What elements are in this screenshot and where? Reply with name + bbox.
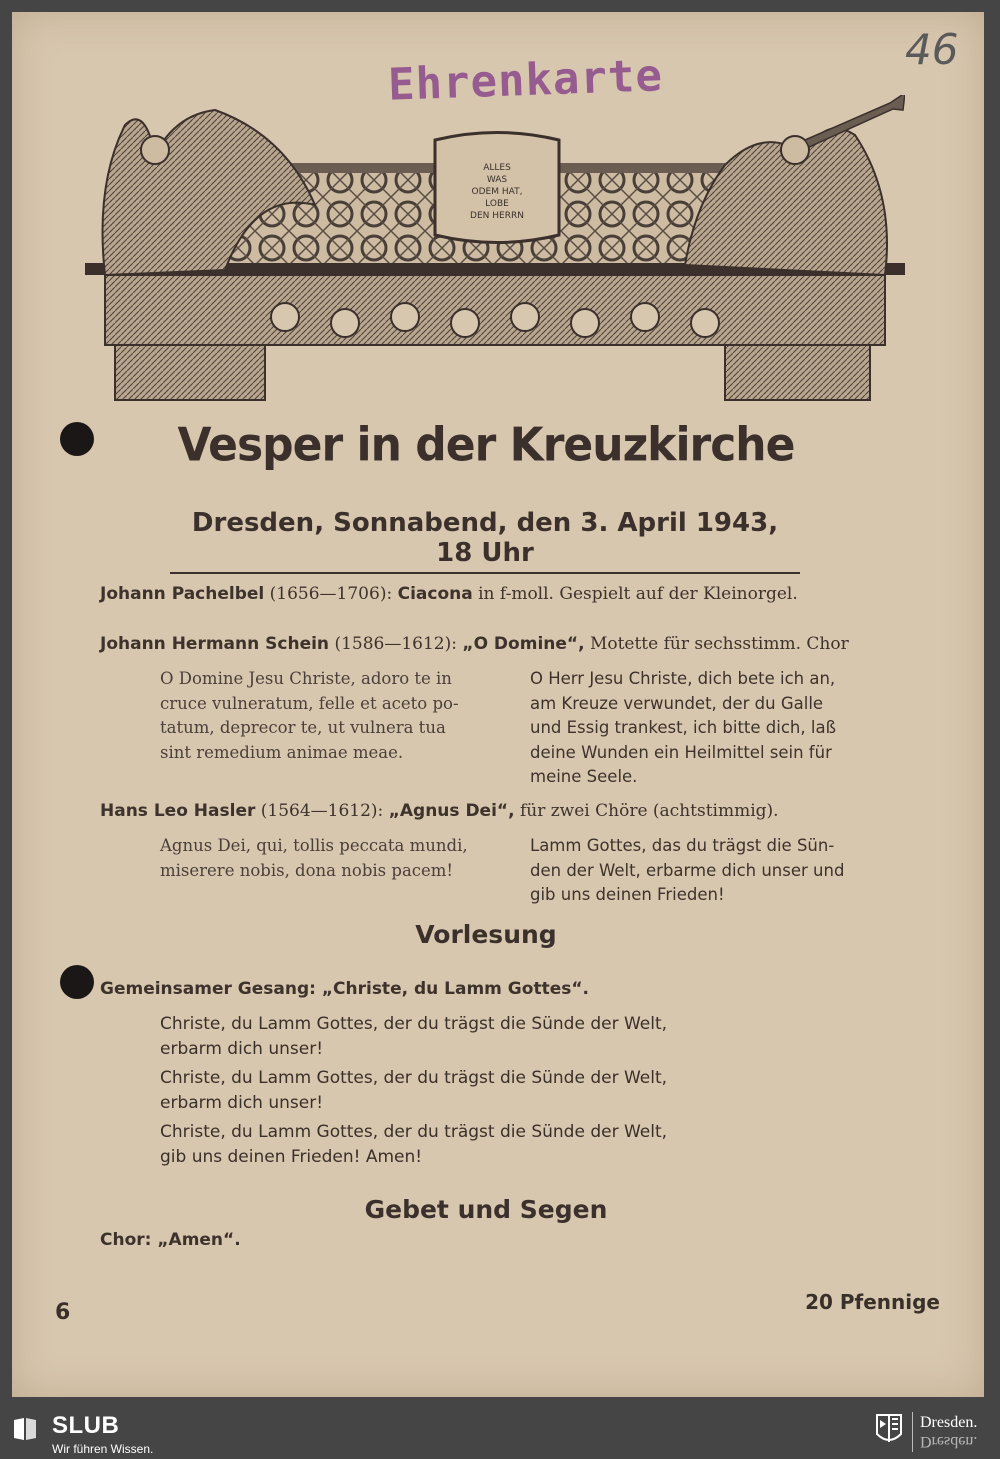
program-item-schein — [100, 634, 849, 654]
hymn-verse-1 — [160, 1012, 780, 1062]
page-title: Vesper in der Kreuzkirche — [177, 418, 795, 473]
program-item-hasler — [100, 801, 779, 821]
composer-dates: (1586—1612): — [334, 634, 457, 654]
hymn-label: Gemeinsamer Gesang: „Christe, du Lamm Gottes“. — [100, 979, 589, 999]
text-line: gib uns deinen Frieden! Amen! — [160, 1147, 423, 1167]
price-label: 20 Pfennige — [805, 1290, 940, 1314]
program-item-hymn — [100, 979, 589, 999]
composer-dates: (1564—1612): — [260, 801, 384, 821]
latin-text-domine — [160, 667, 505, 765]
latin-text-agnus — [160, 834, 505, 883]
text-line: tatum, deprecor te, ut vulnera tua — [160, 718, 446, 737]
text-line: miserere nobis, dona nobis pacem! — [160, 860, 454, 880]
text-line: cruce vulneratum, felle et aceto po- — [160, 693, 459, 713]
work-details: Motette für sechsstimm. Chor — [589, 634, 849, 654]
text-line: meine Seele. — [530, 767, 638, 786]
text-line: und Essig trankest, ich bitte dich, laß — [530, 718, 836, 737]
footer-divider — [912, 1412, 913, 1452]
program-item-pachelbel — [100, 584, 798, 604]
text-line: deine Wunden ein Heilmittel sein für — [530, 742, 832, 762]
work-details: in f-moll. Gespielt auf der Kleinorgel. — [478, 584, 798, 604]
city-logo-reflection: Dresden. — [920, 1433, 978, 1450]
ehrenkarte-stamp: Ehrenkarte — [387, 50, 664, 111]
slub-book-icon — [12, 1416, 38, 1442]
inscription-line-5: DEN HERRN — [470, 211, 524, 221]
text-line: O Domine Jesu Christe, adoro te in — [160, 669, 452, 688]
work-title: „Agnus Dei“, — [388, 801, 515, 821]
library-tagline: Wir führen Wissen. — [52, 1442, 154, 1456]
text-line: den der Welt, erbarme dich unser und — [530, 860, 845, 880]
footer-bar — [0, 1408, 1000, 1459]
text-line: Christe, du Lamm Gottes, der du trägst die Sünde der Welt, — [160, 1014, 668, 1034]
archive-number: 46 — [905, 25, 959, 74]
composer-name: Johann Hermann Schein — [100, 634, 330, 654]
program-item-amen — [100, 1230, 241, 1250]
text-line: erbarm dich unser! — [160, 1093, 324, 1113]
work-title: „O Domine“, — [462, 634, 585, 654]
hymn-verse-3 — [160, 1120, 780, 1170]
text-line: O Herr Jesu Christe, dich bete ich an, — [530, 669, 836, 688]
text-line: Christe, du Lamm Gottes, der du trägst die Sünde der Welt, — [160, 1122, 668, 1142]
event-date-line: Dresden, Sonnabend, den 3. April 1943, 18 Uhr — [170, 508, 800, 574]
text-line: sint remedium animae meae. — [160, 742, 404, 762]
inscription-line-1: ALLES — [483, 163, 511, 173]
hymn-verse-2 — [160, 1066, 780, 1116]
inscription-line-4: LOBE — [485, 199, 509, 209]
organ-loft-illustration — [85, 95, 905, 410]
inscription-line-2: WAS — [486, 175, 508, 185]
composer-dates: (1656—1706): — [269, 584, 393, 604]
composer-name: Johann Pachelbel — [100, 584, 265, 604]
punch-hole-bottom — [60, 965, 94, 999]
choir-amen: Chor: „Amen“. — [100, 1230, 241, 1250]
german-text-domine — [530, 667, 875, 790]
composer-name: Hans Leo Hasler — [100, 801, 256, 821]
library-name: SLUB — [52, 1412, 120, 1439]
text-line: Christe, du Lamm Gottes, der du trägst die Sünde der Welt, — [160, 1068, 668, 1088]
work-title: Ciacona — [397, 584, 473, 604]
text-line: Agnus Dei, qui, tollis peccata mundi, — [160, 836, 468, 855]
text-line: am Kreuze verwundet, der du Galle — [530, 693, 824, 713]
reading-heading: Vorlesung — [415, 920, 557, 949]
german-text-agnus — [530, 834, 875, 908]
text-line: erbarm dich unser! — [160, 1039, 324, 1059]
city-logo-text: Dresden. — [920, 1414, 978, 1431]
work-details: für zwei Chöre (achtstimmig). — [519, 801, 779, 821]
inscription-line-3: ODEM HAT, — [471, 187, 523, 197]
dresden-crest-icon — [876, 1414, 902, 1446]
text-line: Lamm Gottes, das du trägst die Sün- — [530, 836, 835, 855]
page-number: 6 — [55, 1300, 71, 1325]
text-line: gib uns deinen Frieden! — [530, 885, 725, 904]
prayer-heading: Gebet und Segen — [364, 1195, 608, 1224]
